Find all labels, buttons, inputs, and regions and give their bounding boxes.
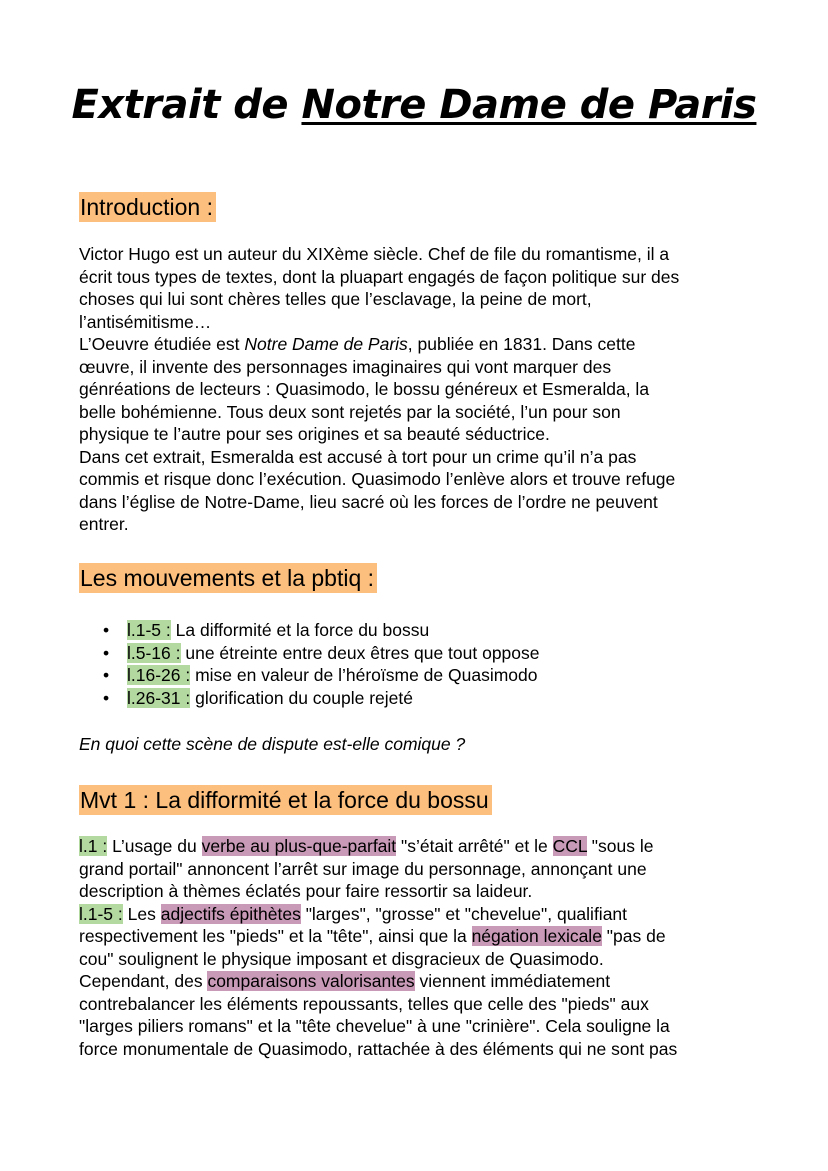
intro-line: choses qui lui sont chères telles que l’esclavage, la peine de mort, — [79, 289, 592, 309]
term-highlight: CCL — [552, 836, 587, 856]
problem-question: En quoi cette scène de dispute est-elle comique ? — [79, 734, 466, 754]
list-item — [100, 642, 540, 665]
line-reference: l.16-26 : — [127, 665, 191, 685]
term-highlight: adjectifs épithètes — [160, 903, 301, 924]
body-text: "sous le — [586, 836, 654, 856]
mvt1-line: grand portail" annoncent l’arrêt sur image du personnage, annonçant une — [79, 858, 647, 879]
movement-text: La difformité et la force du bossu — [170, 620, 430, 640]
intro-line: écrit tous types de textes, dont la pluapart engagés de façon politique sur des — [79, 266, 680, 287]
line-reference: l.26-31 : — [127, 687, 191, 708]
body-text: "pas de — [601, 926, 666, 946]
term-highlight: comparaisons valorisantes — [207, 971, 415, 991]
introduction-body — [79, 243, 759, 536]
line-reference: l.5-16 : — [127, 642, 181, 663]
intro-line: belle bohémienne. Tous deux sont rejetés par la société, l’un pour son — [79, 401, 621, 422]
line-reference: l.1-5 : — [79, 903, 123, 924]
mvt1-body — [79, 835, 759, 1060]
mvt1-line: "larges piliers romans" et la "tête chevelue" à une "crinière". Cela souligne la — [79, 1016, 670, 1036]
mvt1-line — [79, 835, 759, 858]
intro-line: physique te l’autre pour ses origines et sa beauté séductrice. — [79, 424, 550, 444]
intro-line: l’antisémitisme… — [79, 311, 212, 332]
line-reference: l.1-5 : — [127, 620, 171, 640]
mvt1-line: cou" soulignent le physique imposant et disgracieux de Quasimodo. — [79, 948, 604, 969]
intro-line: œuvre, il invente des personnages imaginaires qui vont marquer des — [79, 356, 612, 377]
mvt1-line — [79, 970, 759, 993]
intro-line: Victor Hugo est un auteur du XIXème siècle. Chef de file du romantisme, il a — [79, 244, 670, 264]
intro-text: , publiée en 1831. Dans cette — [407, 334, 636, 354]
body-text: L’usage du — [107, 836, 202, 856]
title-work: Notre Dame de Paris — [301, 82, 757, 128]
intro-line: Dans cet extrait, Esmeralda est accusé à tort pour un crime qu’il n’a pas — [79, 446, 637, 467]
body-text: Les — [122, 903, 161, 924]
body-text: "larges", "grosse" et "chevelue", qualifiant — [300, 903, 628, 924]
mvt1-line: description à thèmes éclatés pour faire ressortir sa laideur. — [79, 881, 533, 901]
list-item — [100, 664, 540, 687]
mvt1-line — [79, 925, 759, 948]
term-highlight: verbe au plus-que-parfait — [201, 836, 397, 856]
mvt1-line — [79, 903, 759, 926]
intro-line: génréations de lecteurs : Quasimodo, le bossu généreux et Esmeralda, la — [79, 379, 650, 399]
list-item — [100, 619, 540, 642]
term-highlight: négation lexicale — [471, 926, 602, 946]
mvt1-line: force monumentale de Quasimodo, rattachée à des éléments qui ne sont pas — [79, 1038, 678, 1059]
movements-list — [100, 619, 540, 709]
intro-line: dans l’église de Notre-Dame, lieu sacré où les forces de l’ordre ne peuvent — [79, 491, 658, 512]
movement-text: une étreinte entre deux êtres que tout oppose — [180, 642, 540, 663]
title-prefix: Extrait de — [71, 82, 302, 128]
page-title — [0, 82, 828, 128]
movement-text: glorification du couple rejeté — [190, 687, 414, 708]
movements-heading: Les mouvements et la pbtiq : — [79, 563, 377, 593]
body-text: Cependant, des — [79, 971, 208, 991]
intro-line — [79, 333, 759, 356]
intro-line: commis et risque donc l’exécution. Quasimodo l’enlève alors et trouve refuge — [79, 469, 676, 489]
body-text: "s’était arrêté" et le — [396, 836, 553, 856]
mvt1-heading: Mvt 1 : La difformité et la force du bossu — [79, 785, 492, 815]
body-text: viennent immédiatement — [414, 971, 611, 991]
movement-text: mise en valeur de l’héroïsme de Quasimodo — [190, 665, 538, 685]
body-text: respectivement les "pieds" et la "tête", ainsi que la — [79, 926, 472, 946]
introduction-heading: Introduction : — [79, 192, 216, 222]
intro-line: entrer. — [79, 514, 129, 534]
list-item — [100, 687, 540, 710]
intro-text: L’Oeuvre étudiée est — [79, 334, 245, 354]
line-reference: l.1 : — [79, 836, 108, 856]
mvt1-line: contrebalancer les éléments repoussants, telles que celle des "pieds" aux — [79, 993, 649, 1014]
intro-work-title: Notre Dame de Paris — [244, 334, 408, 354]
